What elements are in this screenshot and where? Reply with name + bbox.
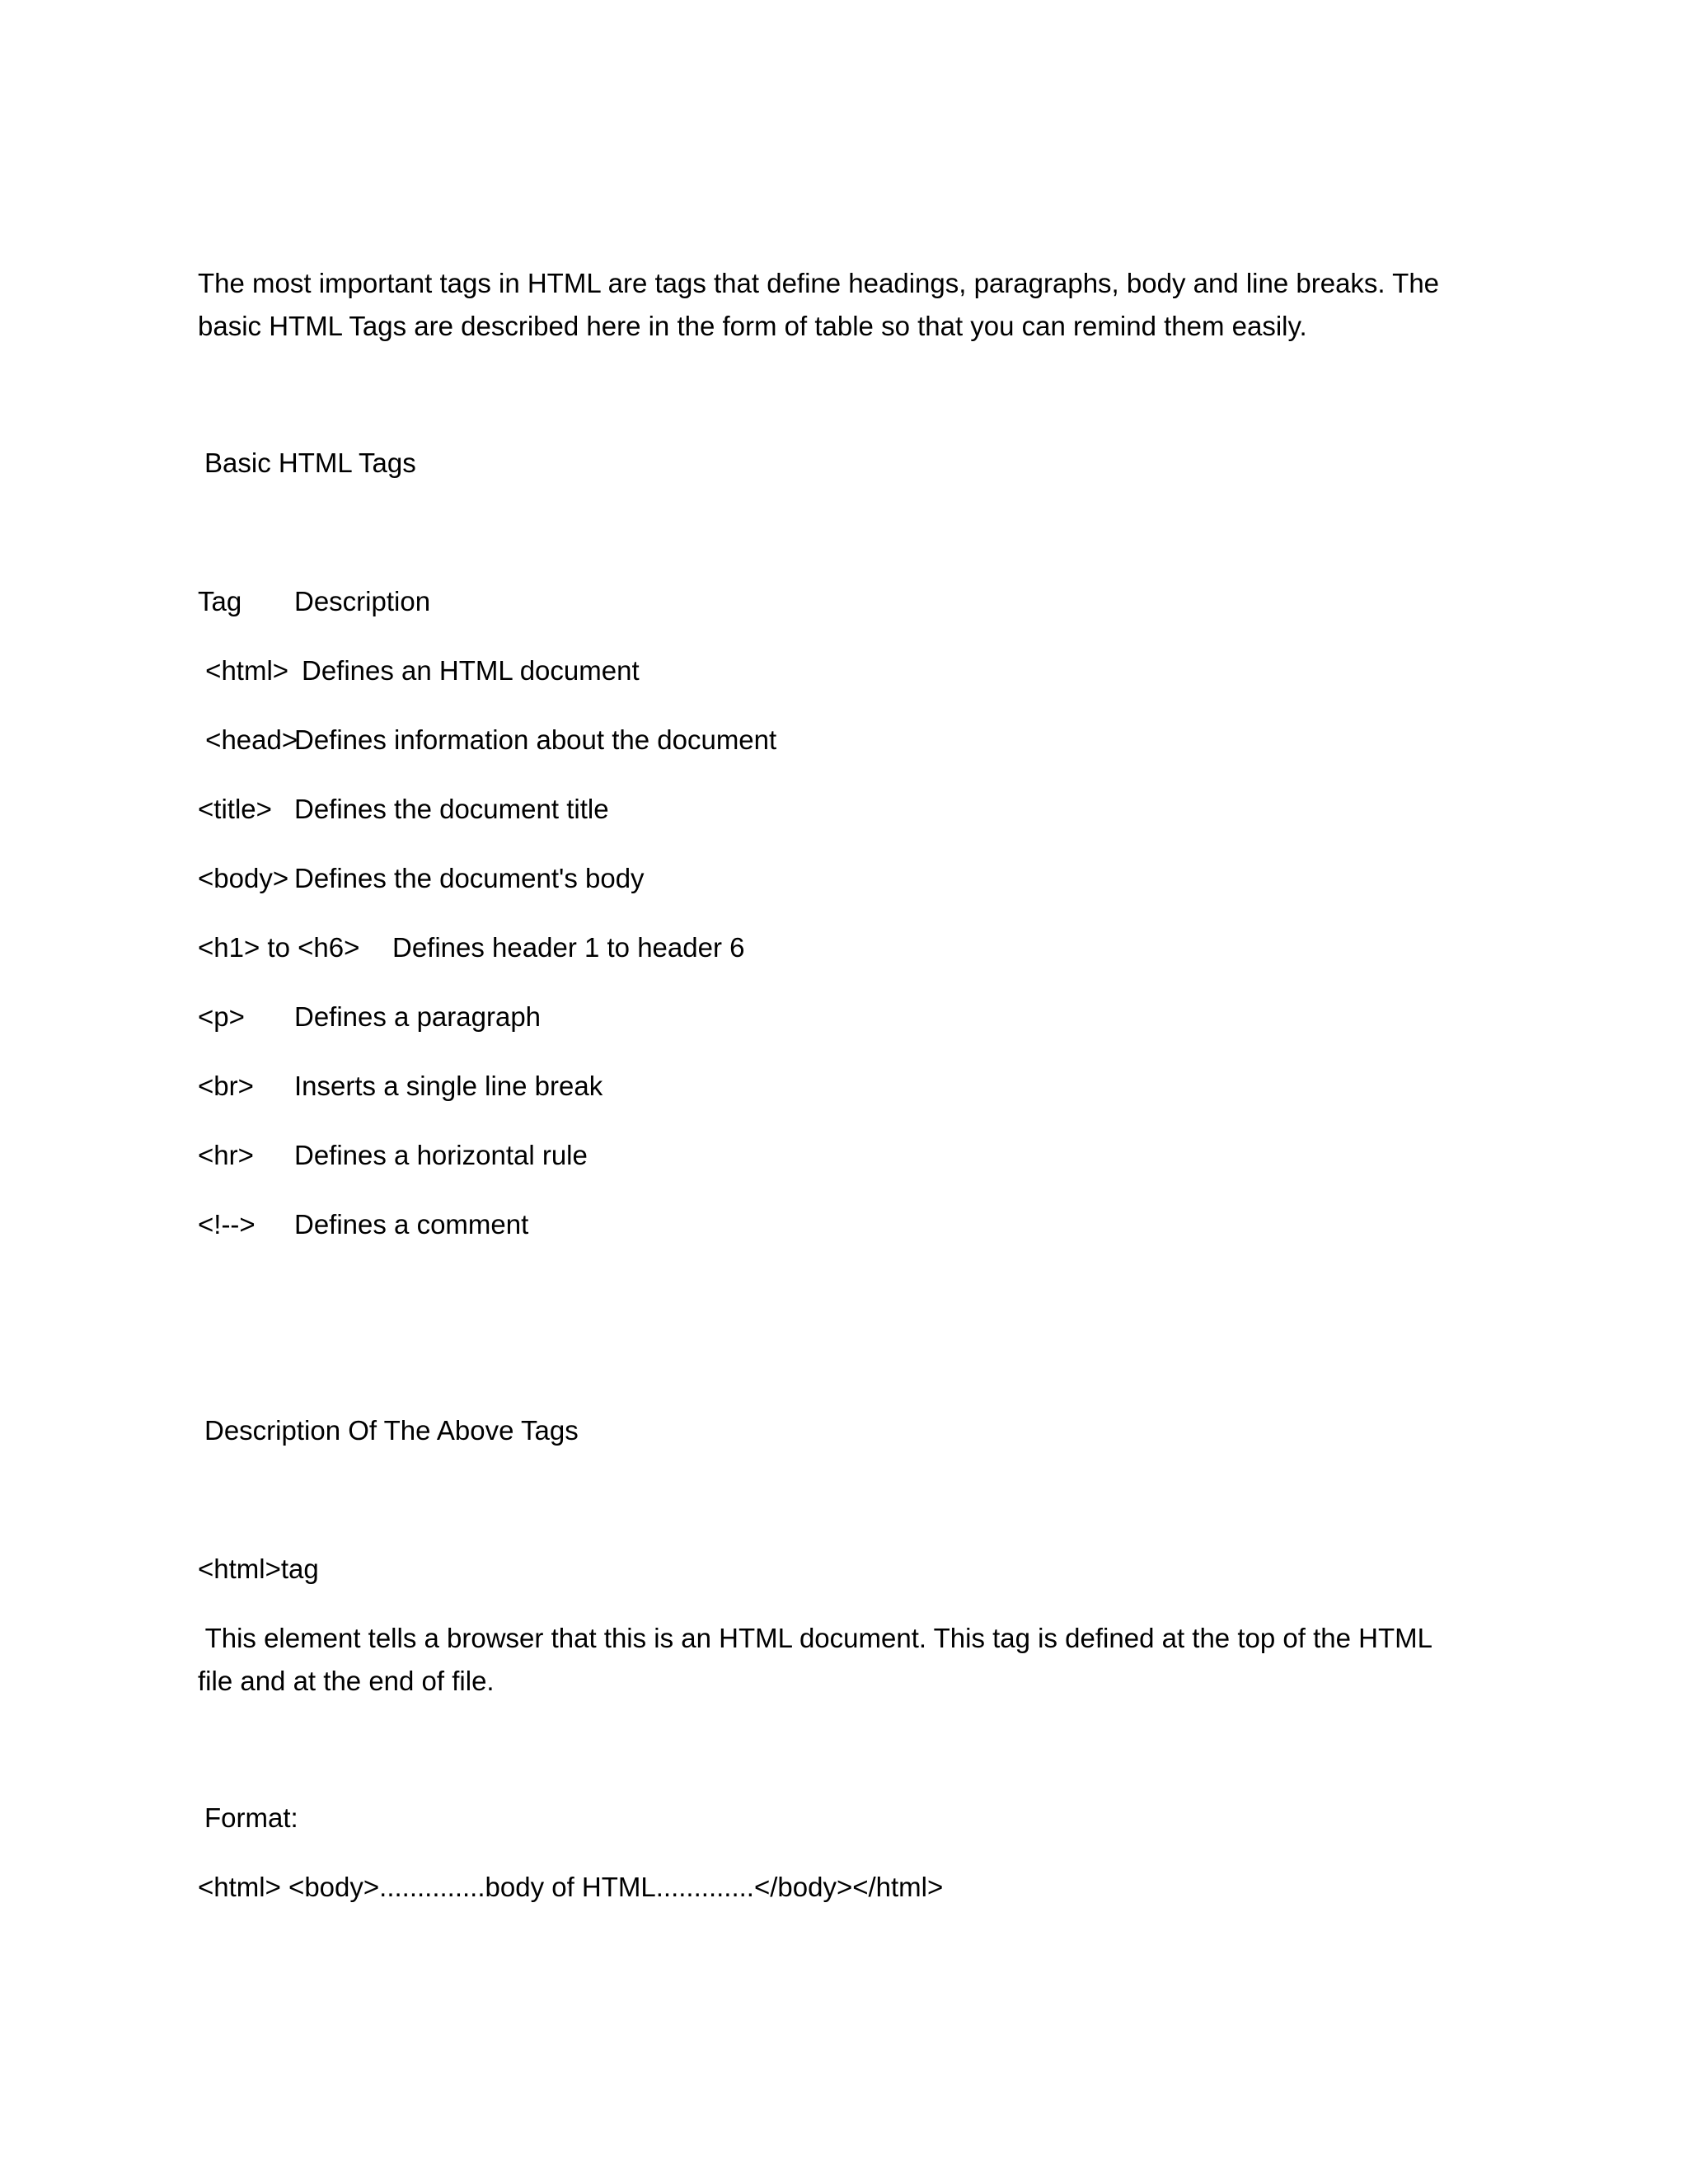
table-cell-description: Defines information about the document	[294, 724, 777, 755]
table-cell-tag: <title>	[198, 794, 272, 824]
html-tag-title: <html>tag	[198, 1554, 319, 1584]
table-header-tag: Tag	[198, 586, 242, 616]
table-row	[198, 1065, 940, 1108]
table-row	[198, 996, 940, 1038]
table-cell-tag: <!-->	[198, 1209, 256, 1240]
table-row	[198, 1203, 940, 1246]
section-heading-basic-tags: Basic HTML Tags	[204, 448, 416, 478]
table-cell-description: Defines header 1 to header 6	[392, 932, 745, 963]
table-cell-description: Defines an HTML document	[302, 655, 640, 686]
table-cell-description: Defines the document's body	[294, 863, 645, 893]
html-tag-desc-line-2: file and at the end of file.	[198, 1666, 495, 1696]
table-cell-description: Defines a horizontal rule	[294, 1140, 588, 1170]
table-row	[198, 788, 940, 831]
table-row	[198, 719, 940, 762]
format-example: <html> <body>..............body of HTML.............</body></html>	[198, 1872, 944, 1902]
intro-line-1: The most important tags in HTML are tags that define headings, paragraphs, body and line breaks. The	[198, 268, 1440, 298]
table-header	[198, 580, 940, 623]
table-row	[198, 926, 940, 969]
table-row	[198, 857, 940, 900]
table-cell-tag: <p>	[198, 1001, 245, 1032]
table-cell-description: Defines a comment	[294, 1209, 529, 1240]
table-cell-tag: <head>	[198, 724, 298, 755]
table-cell-description: Inserts a single line break	[294, 1071, 603, 1101]
table-row	[198, 1134, 940, 1177]
table-cell-tag: <html>	[198, 655, 289, 686]
table-cell-description: Defines the document title	[294, 794, 609, 824]
table-row	[198, 649, 940, 692]
format-label: Format:	[204, 1802, 298, 1833]
table-cell-tag: <body>	[198, 863, 289, 893]
html-tag-desc-line-1: This element tells a browser that this is an HTML document. This tag is defined at the top of the HTML	[198, 1623, 1432, 1653]
table-cell-tag: <br>	[198, 1071, 254, 1101]
table-cell-tag: <hr>	[198, 1140, 254, 1170]
table-cell-tag: <h1> to <h6>	[198, 932, 360, 963]
intro-line-2: basic HTML Tags are described here in the form of table so that you can remind them easily.	[198, 311, 1307, 341]
table-cell-description: Defines a paragraph	[294, 1001, 542, 1032]
section-heading-description: Description Of The Above Tags	[204, 1415, 579, 1446]
table-header-description: Description	[294, 586, 431, 616]
